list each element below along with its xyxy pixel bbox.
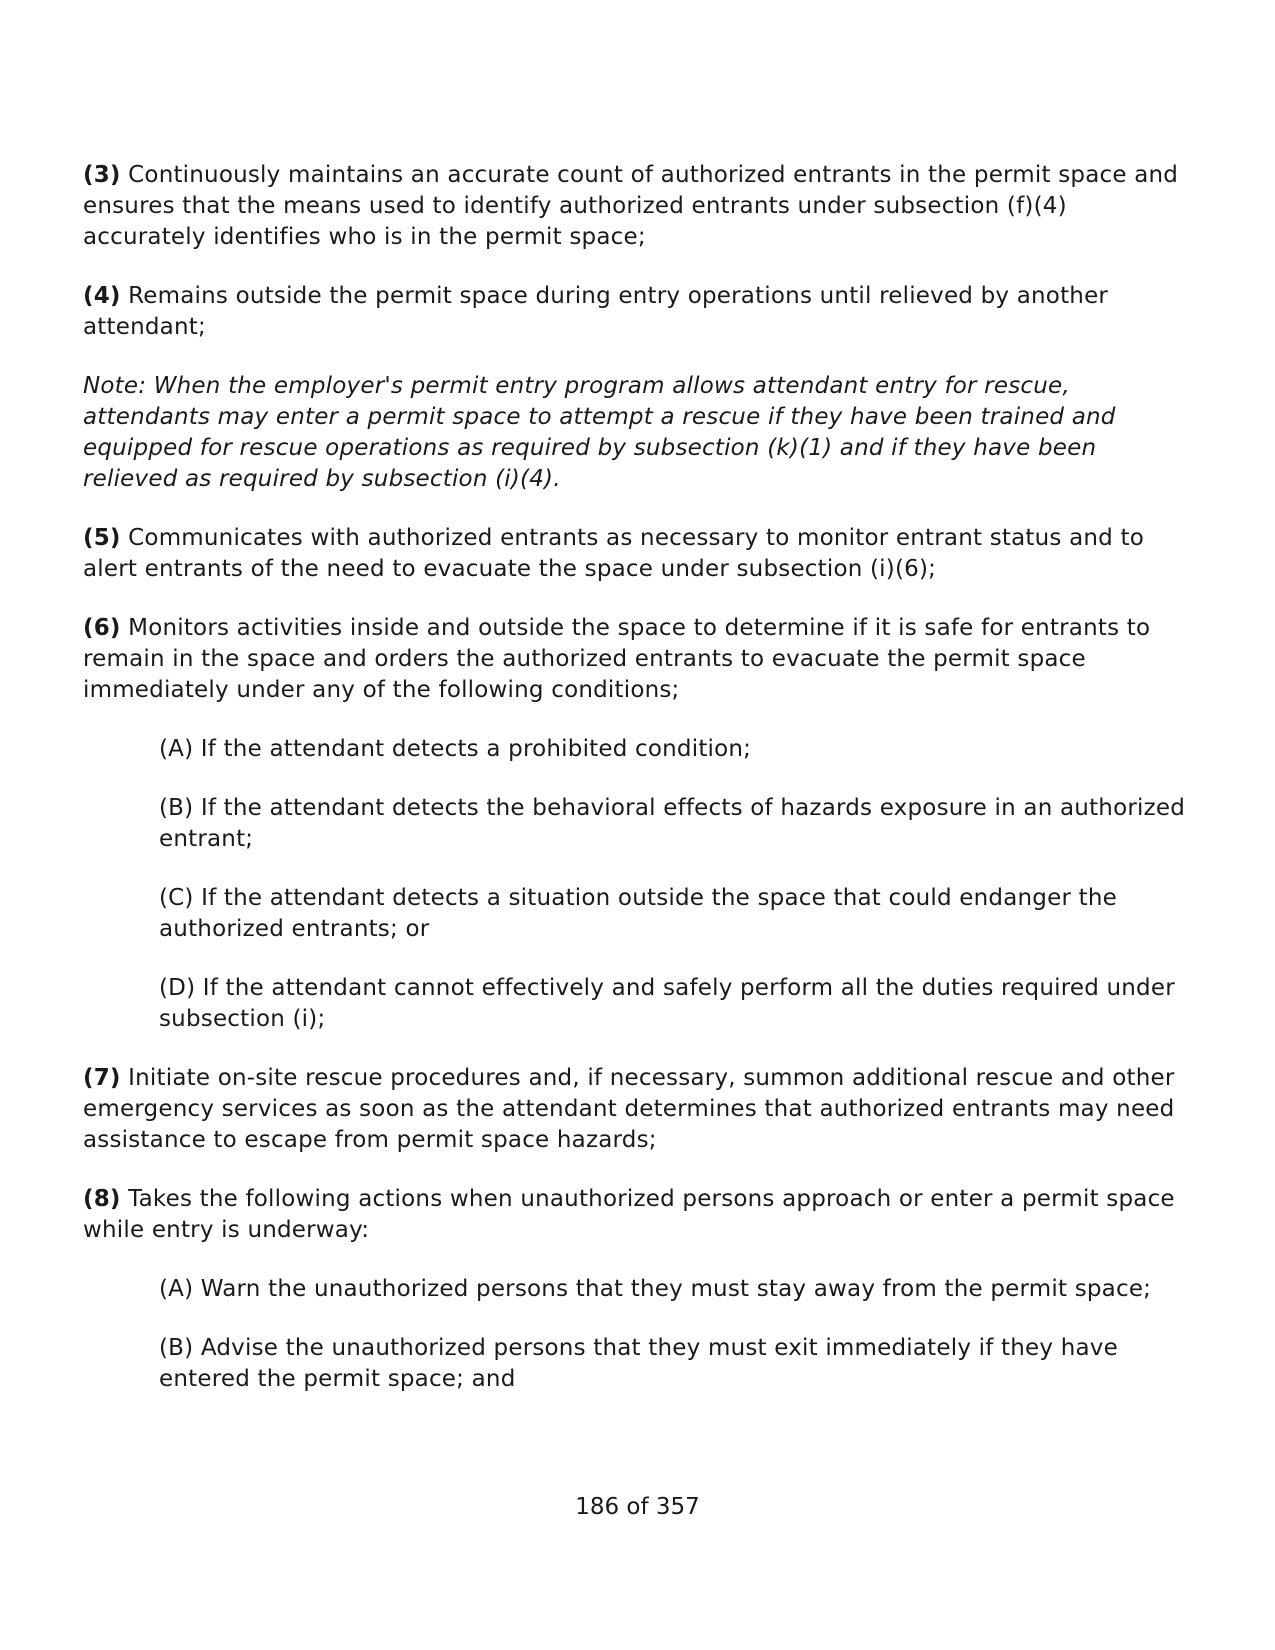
paragraph-text: Continuously maintains an accurate count of authorized entrants in the permit space and ensures that the means used to identify authorized entrants under subsection (f)(4) accurately identifies who is in the permit space; xyxy=(83,162,1179,250)
paragraph-label: (6) xyxy=(83,615,121,641)
subitem-6b: (B) If the attendant detects the behavioral effects of hazards exposure in an authorized entrant; xyxy=(159,795,1186,852)
note-paragraph: Note: When the employer's permit entry program allows attendant entry for rescue, attendants may enter a permit space to attempt a rescue if they have been trained and equipped for rescue operations as required by subsection (k)(1) and if they have been relieved as required by subsection (i)(4). xyxy=(83,373,1116,492)
paragraph-4 xyxy=(83,281,1193,343)
paragraph-5 xyxy=(83,523,1193,585)
paragraph-text: Monitors activities inside and outside the space to determine if it is safe for entrants to remain in the space and orders the authorized entrants to evacuate the permit space immediately under any of the following conditions; xyxy=(83,615,1151,703)
subitem-6d: (D) If the attendant cannot effectively and safely perform all the duties required under subsection (i); xyxy=(159,975,1175,1032)
paragraph-text: Remains outside the permit space during entry operations until relieved by another attendant; xyxy=(83,283,1109,340)
subitem-8b: (B) Advise the unauthorized persons that they must exit immediately if they have entered the permit space; and xyxy=(159,1335,1118,1392)
paragraph-label: (7) xyxy=(83,1065,121,1091)
paragraph-3 xyxy=(83,160,1193,253)
subitem-8a: (A) Warn the unauthorized persons that they must stay away from the permit space; xyxy=(159,1276,1152,1302)
document-body xyxy=(83,160,1193,1423)
subitem-6a: (A) If the attendant detects a prohibited condition; xyxy=(159,736,752,762)
paragraph-text: Communicates with authorized entrants as necessary to monitor entrant status and to alert entrants of the need to evacuate the space under subsection (i)(6); xyxy=(83,525,1144,582)
paragraph-label: (5) xyxy=(83,525,121,551)
paragraph-8 xyxy=(83,1184,1193,1246)
subitem-6c: (C) If the attendant detects a situation outside the space that could endanger the authorized entrants; or xyxy=(159,885,1117,942)
paragraph-6 xyxy=(83,613,1193,706)
paragraph-label: (3) xyxy=(83,162,121,188)
paragraph-label: (4) xyxy=(83,283,121,309)
paragraph-7 xyxy=(83,1063,1193,1156)
paragraph-label: (8) xyxy=(83,1186,121,1212)
paragraph-text: Initiate on-site rescue procedures and, if necessary, summon additional rescue and other emergency services as soon as the attendant determines that authorized entrants may need assistance to escape from permit space hazards; xyxy=(83,1065,1175,1153)
paragraph-text: Takes the following actions when unauthorized persons approach or enter a permit space while entry is underway: xyxy=(83,1186,1175,1243)
page-number: 186 of 357 xyxy=(575,1494,700,1520)
